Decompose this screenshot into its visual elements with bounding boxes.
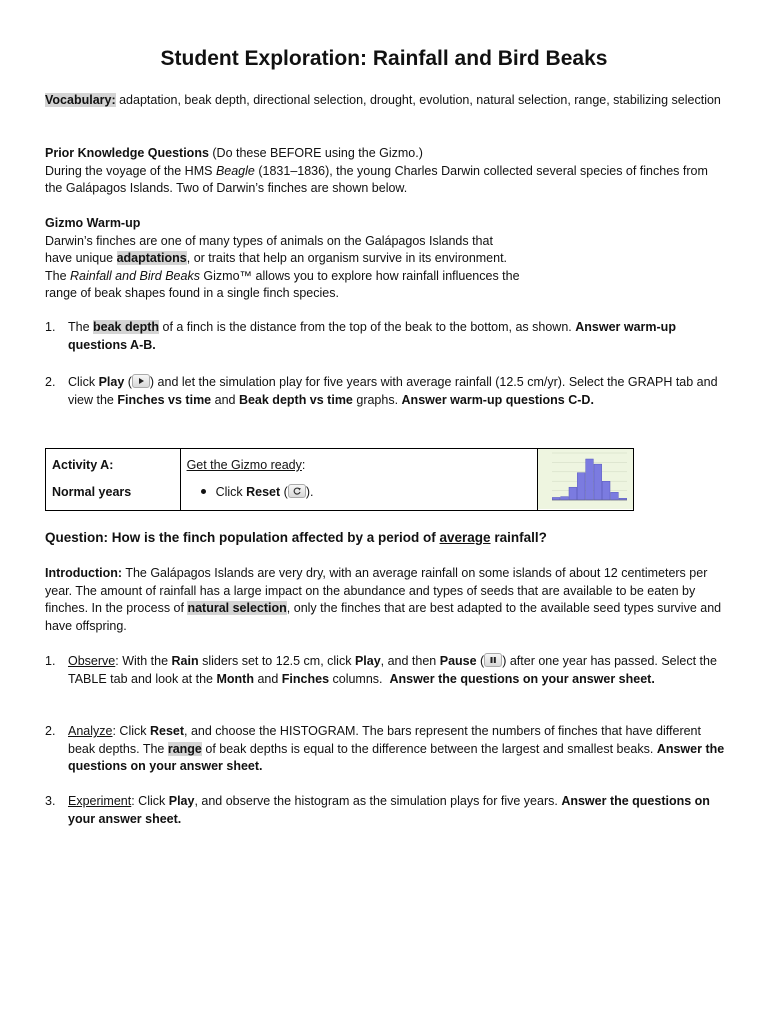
month-column: Month (216, 671, 254, 686)
warmup-text-2: , or traits that help an organism survive in its environment. The (45, 251, 508, 283)
bullet-text: ( (280, 484, 288, 499)
item-verb: Experiment (68, 794, 132, 808)
step-text: and (211, 392, 239, 407)
vocabulary-paragraph (45, 92, 725, 110)
activity-label: Activity A: (52, 458, 114, 472)
item-instruction: Answer the questions on your answer sheet. (68, 794, 710, 826)
histogram-bar (561, 497, 569, 500)
item-text: , and observe the histogram as the simulation plays for five years. (194, 794, 562, 808)
prior-text-b: (1831–1836), the young Charles Darwin collected several species of finches from the Galápagos Islands. Two of Darwin’s finches are shown below. (45, 163, 708, 195)
finches-column: Finches (281, 671, 330, 686)
item-text: columns. (329, 671, 390, 686)
introduction-label: Introduction: (45, 566, 123, 580)
item-number: 2. (45, 724, 56, 738)
histogram-bar (611, 492, 619, 500)
item-verb: Observe (68, 654, 116, 668)
play-word: Play (98, 375, 125, 389)
warmup-text-3: Gizmo™ allows you to explore how rainfall influences the range of beak shapes found in a single finch species. (45, 268, 520, 300)
item-text: ) after one year has passed. Select the TABLE tab and look at the (68, 654, 717, 686)
graph-beak-depth-vs-time: Beak depth vs time (238, 392, 353, 407)
step-number: 2. (45, 375, 56, 389)
gizmo-ready-label: Get the Gizmo ready (186, 458, 302, 472)
activity-item-2 (45, 723, 725, 776)
item-instruction: Answer the questions on your answer sheet. (389, 671, 655, 686)
question-text: Question: How is the finch population affected by a period of (45, 530, 440, 545)
pause-word: Pause (439, 654, 477, 668)
page-title: Student Exploration: Rainfall and Bird Beaks (160, 47, 608, 70)
introduction-paragraph (45, 565, 725, 635)
colon: : (301, 458, 306, 472)
beak-depth-term: beak depth (93, 320, 160, 334)
histogram-bar (586, 459, 594, 500)
activity-table (45, 448, 634, 511)
step-instruction: Answer warm-up questions A-B. (68, 320, 676, 352)
item-text: : With the (115, 654, 172, 668)
item-text: : Click (131, 794, 169, 808)
step-text: ( (124, 375, 132, 389)
item-number: 1. (45, 654, 56, 668)
rain-word: Rain (171, 654, 199, 668)
play-icon (132, 374, 150, 388)
prior-text-a: During the voyage of the HMS (45, 163, 216, 178)
item-verb: Analyze (68, 724, 113, 738)
warmup-heading: Gizmo Warm-up (45, 216, 141, 230)
histogram-bar (569, 487, 577, 500)
step-text: of a finch is the distance from the top of the beak to the bottom, as shown. (159, 320, 576, 334)
question-average: average (439, 530, 491, 545)
bullet-text: ). (305, 484, 314, 499)
item-text: of beak depths is equal to the difference between the largest and smallest beaks. (201, 741, 657, 756)
graph-finches-vs-time: Finches vs time (117, 392, 212, 407)
activity-label-cell (46, 449, 181, 511)
step-text: Click (68, 375, 99, 389)
histogram-bar (602, 481, 610, 500)
item-text: ( (476, 654, 485, 668)
adaptations-term: adaptations (116, 251, 187, 265)
bullet-dot (201, 489, 206, 494)
item-number: 3. (45, 794, 56, 808)
gizmo-name: Rainfall and Bird Beaks (70, 268, 200, 283)
warmup-step-2 (45, 374, 725, 409)
histogram-bar (594, 464, 602, 500)
histogram-bar (552, 497, 560, 500)
play-word: Play (168, 794, 195, 808)
play-word: Play (354, 654, 381, 668)
reset-icon (288, 484, 306, 498)
prior-knowledge-heading: Prior Knowledge Questions (45, 146, 209, 160)
prior-knowledge-note: (Do these BEFORE using the Gizmo.) (208, 146, 423, 160)
item-instruction: Answer the questions on your answer sheet. (68, 741, 725, 773)
activity-sublabel: Normal years (52, 484, 132, 499)
warmup-text-1: Darwin’s finches are one of many types of animals on the Galápagos Islands that have unique (45, 233, 493, 265)
activity-item-1 (45, 653, 725, 688)
item-text: and (253, 671, 282, 686)
vocabulary-label: Vocabulary: (45, 93, 116, 107)
question-heading (45, 529, 725, 547)
reset-word: Reset (246, 484, 281, 499)
step-instruction: Answer warm-up questions C-D. (401, 392, 594, 407)
item-text: , and then (380, 654, 440, 668)
warmup-step-1 (45, 319, 725, 354)
reset-bullet (181, 475, 537, 502)
vocabulary-terms: adaptation, beak depth, directional selection, drought, evolution, natural selection, range, stabilizing selection (115, 93, 721, 107)
item-text: : Click (112, 724, 150, 738)
warmup-paragraph (45, 215, 520, 303)
beak-depth-histogram-thumbnail (538, 449, 633, 509)
bullet-text: Click (215, 484, 247, 499)
reset-word: Reset (149, 724, 185, 738)
pause-icon (484, 653, 502, 667)
prior-knowledge-paragraph (45, 145, 725, 198)
range-term: range (167, 741, 202, 756)
item-text: , and choose the HISTOGRAM. The bars represent the numbers of finches that have different beak depths. The (68, 724, 701, 756)
item-text: sliders set to 12.5 cm, click (198, 654, 355, 668)
intro-text: , only the finches that are best adapted to the available seed types survive and have offspring. (45, 601, 722, 633)
activity-instructions-cell (180, 449, 537, 511)
intro-text: The Galápagos Islands are very dry, with an average rainfall on some islands of about 12 centimeters per year. The amount of rainfall has a large impact on the abundance and types of seeds that are available to be eaten by finches. In the process of (45, 566, 708, 615)
natural-selection-term: natural selection (187, 601, 287, 615)
step-number: 1. (45, 320, 56, 334)
step-text: The (68, 320, 94, 334)
histogram-thumbnail-cell (538, 449, 634, 511)
histogram-bar (577, 473, 585, 500)
ship-name: Beagle (215, 163, 255, 178)
activity-item-3 (45, 793, 725, 828)
step-text: ) and let the simulation play for five years with average rainfall (12.5 cm/yr). Select the GRAPH tab and view the (68, 375, 718, 407)
question-text: rainfall? (490, 530, 547, 545)
step-text: graphs. (352, 392, 402, 407)
